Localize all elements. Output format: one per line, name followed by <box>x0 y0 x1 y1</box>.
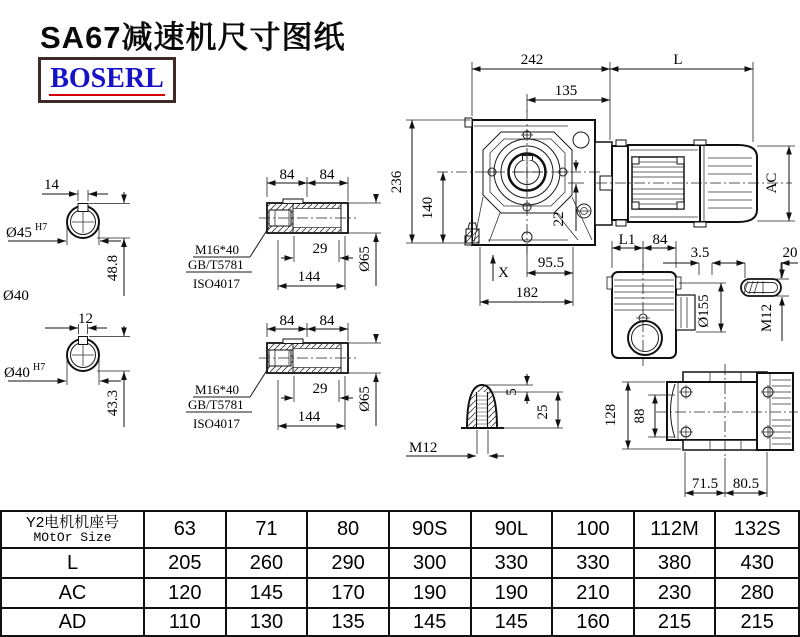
dim-29: 29 <box>312 381 328 397</box>
row-label-AC: AC <box>2 579 145 609</box>
dim-dia-40-tol: H7 <box>33 362 46 373</box>
dim-84-b: 84 <box>319 167 335 183</box>
dim-keyway-14: 14 <box>44 177 59 193</box>
AD-value: 110 <box>145 609 227 635</box>
dim-f84: 84 <box>652 232 668 248</box>
table-col-63: 63 <box>145 512 227 549</box>
bolt-standard-iso: ISO4017 <box>193 276 240 291</box>
AD-value: 215 <box>740 610 774 633</box>
L-value: 290 <box>308 549 390 579</box>
dim-140: 140 <box>420 196 436 220</box>
table-header-cn: Y2电机机座号 <box>25 513 120 531</box>
AD-value: 135 <box>308 609 390 635</box>
view-shaft-detail-bottom <box>186 313 381 431</box>
dim-955: 95.5 <box>537 255 565 271</box>
dim-L: L <box>673 52 683 68</box>
dim-84-a: 84 <box>279 167 295 183</box>
L-value: 300 <box>390 549 472 579</box>
dim-128: 128 <box>603 403 619 427</box>
dim-height-488: 48.8 <box>105 254 121 282</box>
L-value: 205 <box>145 549 227 579</box>
dim-dia-155: Ø155 <box>696 294 712 328</box>
dim-20: 20 <box>782 245 798 261</box>
dim-X: X <box>498 265 509 281</box>
dim-dia-40: Ø40 <box>4 365 30 381</box>
dim-dia-45-tol: H7 <box>35 222 48 233</box>
dim-88: 88 <box>632 408 648 424</box>
view-shaft-detail-top <box>186 167 381 291</box>
motor-size-table <box>0 510 800 637</box>
bolt-spec: M16*40 <box>195 242 240 257</box>
AD-value: 130 <box>227 609 309 635</box>
L-value: 330 <box>472 549 554 579</box>
AC-value: 170 <box>308 579 390 609</box>
dim-dia-65: Ø65 <box>357 246 373 272</box>
dim-22: 22 <box>551 211 567 227</box>
dim-35: 3.5 <box>690 245 710 261</box>
table-col-132S: 132S <box>716 512 798 549</box>
bolt-standard-gb: GB/T5781 <box>188 257 244 272</box>
bolt-standard-iso: ISO4017 <box>193 416 240 431</box>
brand-logo-text: BOSERL <box>50 63 164 94</box>
table-header-motor-size <box>2 512 145 549</box>
dim-715: 71.5 <box>691 476 719 492</box>
dim-29: 29 <box>312 241 328 257</box>
table-col-71: 71 <box>227 512 309 549</box>
dim-135: 135 <box>554 83 578 99</box>
view-shaft-end-45 <box>3 177 130 304</box>
table-col-80: 80 <box>308 512 390 549</box>
label-dia-40: Ø40 <box>3 288 29 304</box>
AC-value: 145 <box>227 579 309 609</box>
dim-L1: L1 <box>618 232 636 248</box>
dim-182: 182 <box>515 285 539 301</box>
AD-value: 160 <box>553 609 635 635</box>
dim-25: 25 <box>535 404 551 420</box>
AD-value: 215 <box>635 609 717 635</box>
bolt-standard-gb: GB/T5781 <box>188 397 244 412</box>
dim-805: 80.5 <box>732 476 760 492</box>
L-value: 260 <box>227 549 309 579</box>
table-col-90S: 90S <box>390 512 472 549</box>
dim-fM12: M12 <box>759 303 775 333</box>
L-value: 430 <box>716 549 798 579</box>
view-motor-front <box>607 232 798 366</box>
brand-logo <box>38 57 176 103</box>
dim-144: 144 <box>297 409 321 425</box>
AC-value: 120 <box>145 579 227 609</box>
dim-84-a: 84 <box>279 313 295 329</box>
dim-242: 242 <box>520 52 544 68</box>
dim-5: 5 <box>504 388 520 396</box>
row-label-AD: AD <box>2 609 145 635</box>
AC-value: 280 <box>716 579 798 609</box>
dim-keyway-12: 12 <box>78 311 93 327</box>
table-header-en: MOtOr Size <box>33 529 112 545</box>
table-col-100: 100 <box>553 512 635 549</box>
view-thread-detail <box>406 374 563 456</box>
AD-value: 145 <box>472 609 554 635</box>
view-bottom <box>603 364 798 497</box>
dim-144: 144 <box>297 269 321 285</box>
AD-value: 145 <box>390 609 472 635</box>
dim-84-b: 84 <box>319 313 335 329</box>
view-main-gearmotor <box>389 52 795 306</box>
row-label-L: L <box>2 549 145 579</box>
AC-value: 230 <box>635 579 717 609</box>
dim-dia-65: Ø65 <box>357 386 373 412</box>
dim-AC: AC <box>764 172 780 194</box>
AC-value: 210 <box>553 579 635 609</box>
dim-236: 236 <box>389 170 405 194</box>
table-col-90L: 90L <box>472 512 554 549</box>
dim-dia-45: Ø45 <box>6 225 32 241</box>
bolt-spec: M16*40 <box>195 382 240 397</box>
L-value: 330 <box>553 549 635 579</box>
AC-value: 190 <box>390 579 472 609</box>
page-title: SA67减速机尺寸图纸 <box>40 20 346 55</box>
dim-pM12: M12 <box>409 440 438 456</box>
view-shaft-end-40 <box>4 311 130 427</box>
AC-value: 190 <box>472 579 554 609</box>
L-value: 380 <box>635 549 717 579</box>
dim-height-433: 43.3 <box>105 389 121 417</box>
table-col-112M: 112M <box>635 512 717 549</box>
